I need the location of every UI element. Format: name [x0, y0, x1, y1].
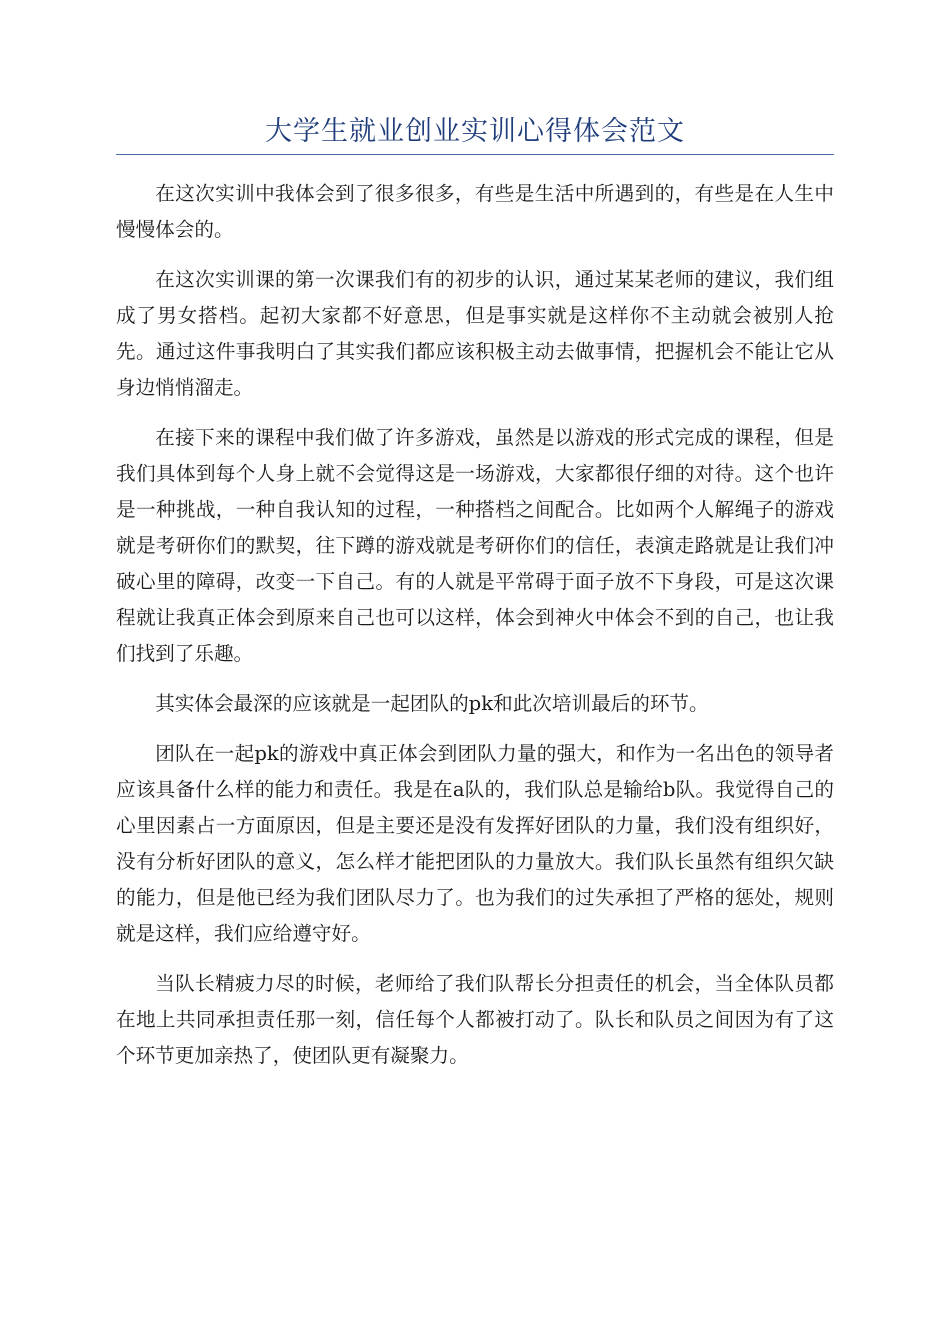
paragraph-6: 当队长精疲力尽的时候，老师给了我们队帮长分担责任的机会，当全体队员都在地上共同承担责任那一刻，信任每个人都被打动了。队长和队员之间因为有了这个环节更加亲热了，使团队更有凝聚力。 — [116, 972, 834, 1067]
document-body — [116, 176, 834, 1088]
title-underline — [116, 154, 834, 155]
document-title: 大学生就业创业实训心得体会范文 — [265, 116, 685, 147]
paragraph-2: 在这次实训课的第一次课我们有的初步的认识，通过某某老师的建议，我们组成了男女搭档。起初大家都不好意思，但是事实就是这样你不主动就会被别人抢先。通过这件事我明白了其实我们都应该积极主动去做事情，把握机会不能让它从身边悄悄溜走。 — [116, 268, 834, 399]
paragraph-4: 其实体会最深的应该就是一起团队的pk和此次培训最后的环节。 — [155, 692, 709, 715]
paragraph-3: 在接下来的课程中我们做了许多游戏，虽然是以游戏的形式完成的课程，但是我们具体到每个人身上就不会觉得这是一场游戏，大家都很仔细的对待。这个也许是一种挑战，一种自我认知的过程，一种搭档之间配合。比如两个人解绳子的游戏就是考研你们的默契，往下蹲的游戏就是考研你们的信任，表演走路就是让我们冲破心里的障碍，改变一下自己。有的人就是平常碍于面子放不下身段，可是这次课程就让我真正体会到原来自己也可以这样，体会到神火中体会不到的自己，也让我们找到了乐趣。 — [116, 426, 834, 665]
paragraph-5: 团队在一起pk的游戏中真正体会到团队力量的强大，和作为一名出色的领导者应该具备什么样的能力和责任。我是在a队的，我们队总是输给b队。我觉得自己的心里因素占一方面原因，但是主要还是没有发挥好团队的力量，我们没有组织好，没有分析好团队的意义，怎么样才能把团队的力量放大。我们队长虽然有组织欠缺的能力，但是他已经为我们团队尽力了。也为我们的过失承担了严格的惩处，规则就是这样，我们应给遵守好。 — [116, 742, 834, 945]
paragraph-1: 在这次实训中我体会到了很多很多，有些是生活中所遇到的，有些是在人生中慢慢体会的。 — [116, 182, 834, 241]
